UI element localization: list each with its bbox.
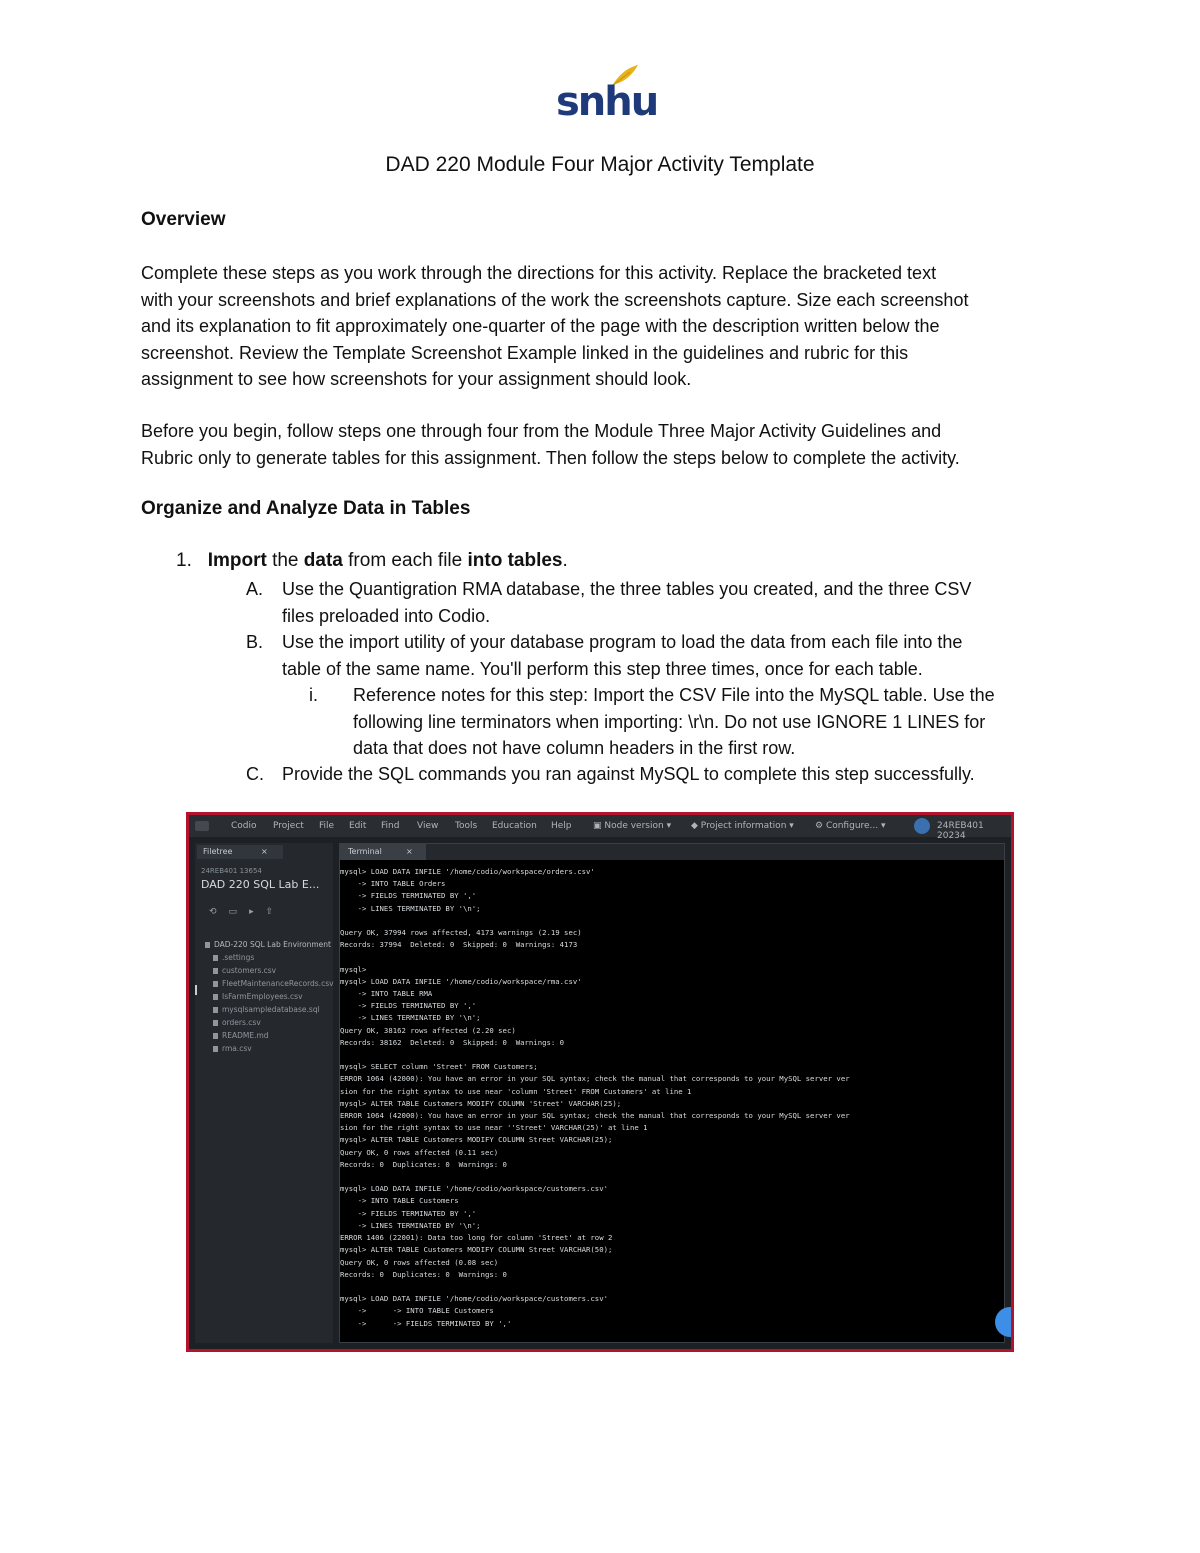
upload-icon[interactable]: ⇧ [265,907,286,917]
menu-codio[interactable]: Codio [231,821,257,831]
terminal-panel [339,843,1005,1343]
user-name: 24REB401 20234 [937,821,984,841]
terminal-line: mysql> [340,964,367,974]
tree-file[interactable]: rma.csv [213,1044,252,1053]
terminal-line: -> INTO TABLE RMA [357,989,433,999]
project-id: 24REB401 13654 [201,867,262,875]
node-version-menu[interactable]: ▣ Node version ▾ [593,821,672,831]
terminal-line: Records: 0 Duplicates: 0 Warnings: 0 [340,1269,507,1279]
terminal-line: mysql> LOAD DATA INFILE '/home/codio/workspace/customers.csv' [340,1294,608,1304]
tree-file[interactable]: IsFarmEmployees.csv [213,992,303,1001]
file-tree-toolbar [209,907,285,917]
tree-file[interactable]: README.md [213,1031,269,1040]
tree-root[interactable]: DAD-220 SQL Lab Environment [205,940,331,949]
terminal-line: -> FIELDS TERMINATED BY ',' [357,1001,477,1011]
terminal-line: -> LINES TERMINATED BY '\n'; [357,1220,481,1230]
terminal-line: Query OK, 37994 rows affected, 4173 warnings (2.19 sec) [340,928,582,938]
terminal-line: Records: 0 Duplicates: 0 Warnings: 0 [340,1159,507,1169]
tree-file[interactable]: orders.csv [213,1018,261,1027]
terminal-line: -> -> FIELDS TERMINATED BY ',' [357,1318,512,1328]
step-1: 1. Import the data from each file into tables. [176,550,568,571]
menu-view[interactable]: View [417,821,439,831]
terminal-line: mysql> LOAD DATA INFILE '/home/codio/workspace/customers.csv' [340,1184,608,1194]
tab-filetree[interactable]: Filetree × [197,845,283,859]
terminal-line: mysql> LOAD DATA INFILE '/home/codio/workspace/rma.csv' [340,976,582,986]
step-1a: A. Use the Quantigration RMA database, the three tables you created, and the three CSV files preloaded into Codio. [246,579,972,626]
step-1c: C. Provide the SQL commands you ran against MySQL to complete this step successfully. [246,764,975,784]
terminal-line: sion for the right syntax to use near 'column 'Street' FROM Customers' at line 1 [340,1086,692,1096]
terminal-line: -> -> INTO TABLE Customers [357,1306,494,1316]
snhu-logo [556,64,658,125]
terminal-line: mysql> ALTER TABLE Customers MODIFY COLUMN Street VARCHAR(25); [340,1135,613,1145]
terminal-line: mysql> SELECT column 'Street' FROM Customers; [340,1062,538,1072]
terminal-line: mysql> LOAD DATA INFILE '/home/codio/workspace/orders.csv' [340,867,595,876]
codio-screenshot [186,812,1014,1352]
tree-file[interactable]: .settings [213,953,254,962]
terminal-line: Query OK, 0 rows affected (0.08 sec) [340,1257,499,1267]
avatar[interactable] [914,818,930,834]
folder-icon[interactable]: ▭ [228,907,250,917]
tree-file[interactable]: FleetMaintenanceRecords.csv [213,979,334,988]
configure-menu[interactable]: ⚙ Configure... ▾ [815,821,886,831]
logo-text: snhu [556,79,658,125]
terminal-line: Query OK, 38162 rows affected (2.20 sec) [340,1025,516,1035]
terminal-line: Records: 38162 Deleted: 0 Skipped: 0 Warnings: 0 [340,1037,565,1047]
tab-terminal[interactable]: Terminal × [340,844,426,860]
menu-edit[interactable]: Edit [349,821,367,831]
document-title: DAD 220 Module Four Major Activity Template [385,153,815,176]
terminal-output[interactable] [340,866,1004,1342]
section-heading: Organize and Analyze Data in Tables [141,498,471,519]
terminal-line: ERROR 1064 (42000): You have an error in your SQL syntax; check the manual that corresponds to your MySQL server ver [340,1111,850,1121]
terminal-line: mysql> ALTER TABLE Customers MODIFY COLUMN 'Street' VARCHAR(25); [340,1098,622,1108]
menu-find[interactable]: Find [381,821,400,831]
terminal-line: -> FIELDS TERMINATED BY ',' [357,891,477,901]
tree-file[interactable]: customers.csv [213,966,276,975]
terminal-line: ERROR 1064 (42000): You have an error in your SQL syntax; check the manual that corresponds to your MySQL server ver [340,1074,850,1084]
terminal-line: -> INTO TABLE Orders [357,879,446,889]
terminal-line: Records: 37994 Deleted: 0 Skipped: 0 Warnings: 4173 [340,940,578,950]
menu-education[interactable]: Education [492,821,537,831]
file-tree-panel [195,843,333,1343]
step-1b: B. Use the import utility of your database program to load the data from each file into the table of the same name. You'll perform this step three times, once for each table. [246,632,963,679]
terminal-line: -> LINES TERMINATED BY '\n'; [357,903,481,913]
overview-paragraph-1: Complete these steps as you work through the directions for this activity. Replace the bracketed text with your screenshots and brief explanations of the work the screenshots capture. Size each screenshot and its explanation to fit approximately one-quarter of the page with the description written below the screenshot. Review the Template Screenshot Example linked in the guidelines and rubric for this assignment to see how screenshots for your assignment should look. [141,263,969,389]
terminal-line: Query OK, 0 rows affected (0.11 sec) [340,1147,499,1157]
menu-file[interactable]: File [319,821,335,831]
close-icon[interactable]: × [261,847,268,856]
menu-bar [189,815,1011,841]
codio-logo-icon [195,821,209,831]
overview-paragraph-2: Before you begin, follow steps one through four from the Module Three Major Activity Guidelines and Rubric only to generate tables for this assignment. Then follow the steps below to complete the activity. [141,421,960,468]
step-1b-i: i. Reference notes for this step: Import the CSV File into the MySQL table. Use the following line terminators when importing: \r\n. Do not use IGNORE 1 LINES for data that does not have column headers in the first row. [309,685,995,758]
terminal-line: -> LINES TERMINATED BY '\n'; [357,1013,481,1023]
refresh-icon[interactable]: ⟲ [209,907,229,917]
menu-help[interactable]: Help [551,821,572,831]
menu-tools[interactable]: Tools [455,821,478,831]
step-1-number: 1. [176,550,192,571]
project-name: DAD 220 SQL Lab E... [201,878,320,891]
play-icon[interactable]: ▸ [249,907,266,917]
terminal-line: -> INTO TABLE Customers [357,1196,459,1206]
menu-project[interactable]: Project [273,821,304,831]
selection-indicator [195,985,197,995]
terminal-line: -> FIELDS TERMINATED BY ',' [357,1208,477,1218]
terminal-line: mysql> ALTER TABLE Customers MODIFY COLUMN Street VARCHAR(50); [340,1245,613,1255]
overview-heading: Overview [141,209,226,230]
codio-window [189,815,1011,1349]
project-info-menu[interactable]: ◆ Project information ▾ [691,821,794,831]
terminal-tab-bar [340,844,1004,860]
close-icon[interactable]: × [406,847,413,856]
terminal-line: ERROR 1406 (22001): Data too long for column 'Street' at row 2 [340,1233,613,1243]
tree-file[interactable]: mysqlsampledatabase.sql [213,1005,320,1014]
terminal-line: sion for the right syntax to use near ''Street' VARCHAR(25)' at line 1 [340,1123,648,1133]
